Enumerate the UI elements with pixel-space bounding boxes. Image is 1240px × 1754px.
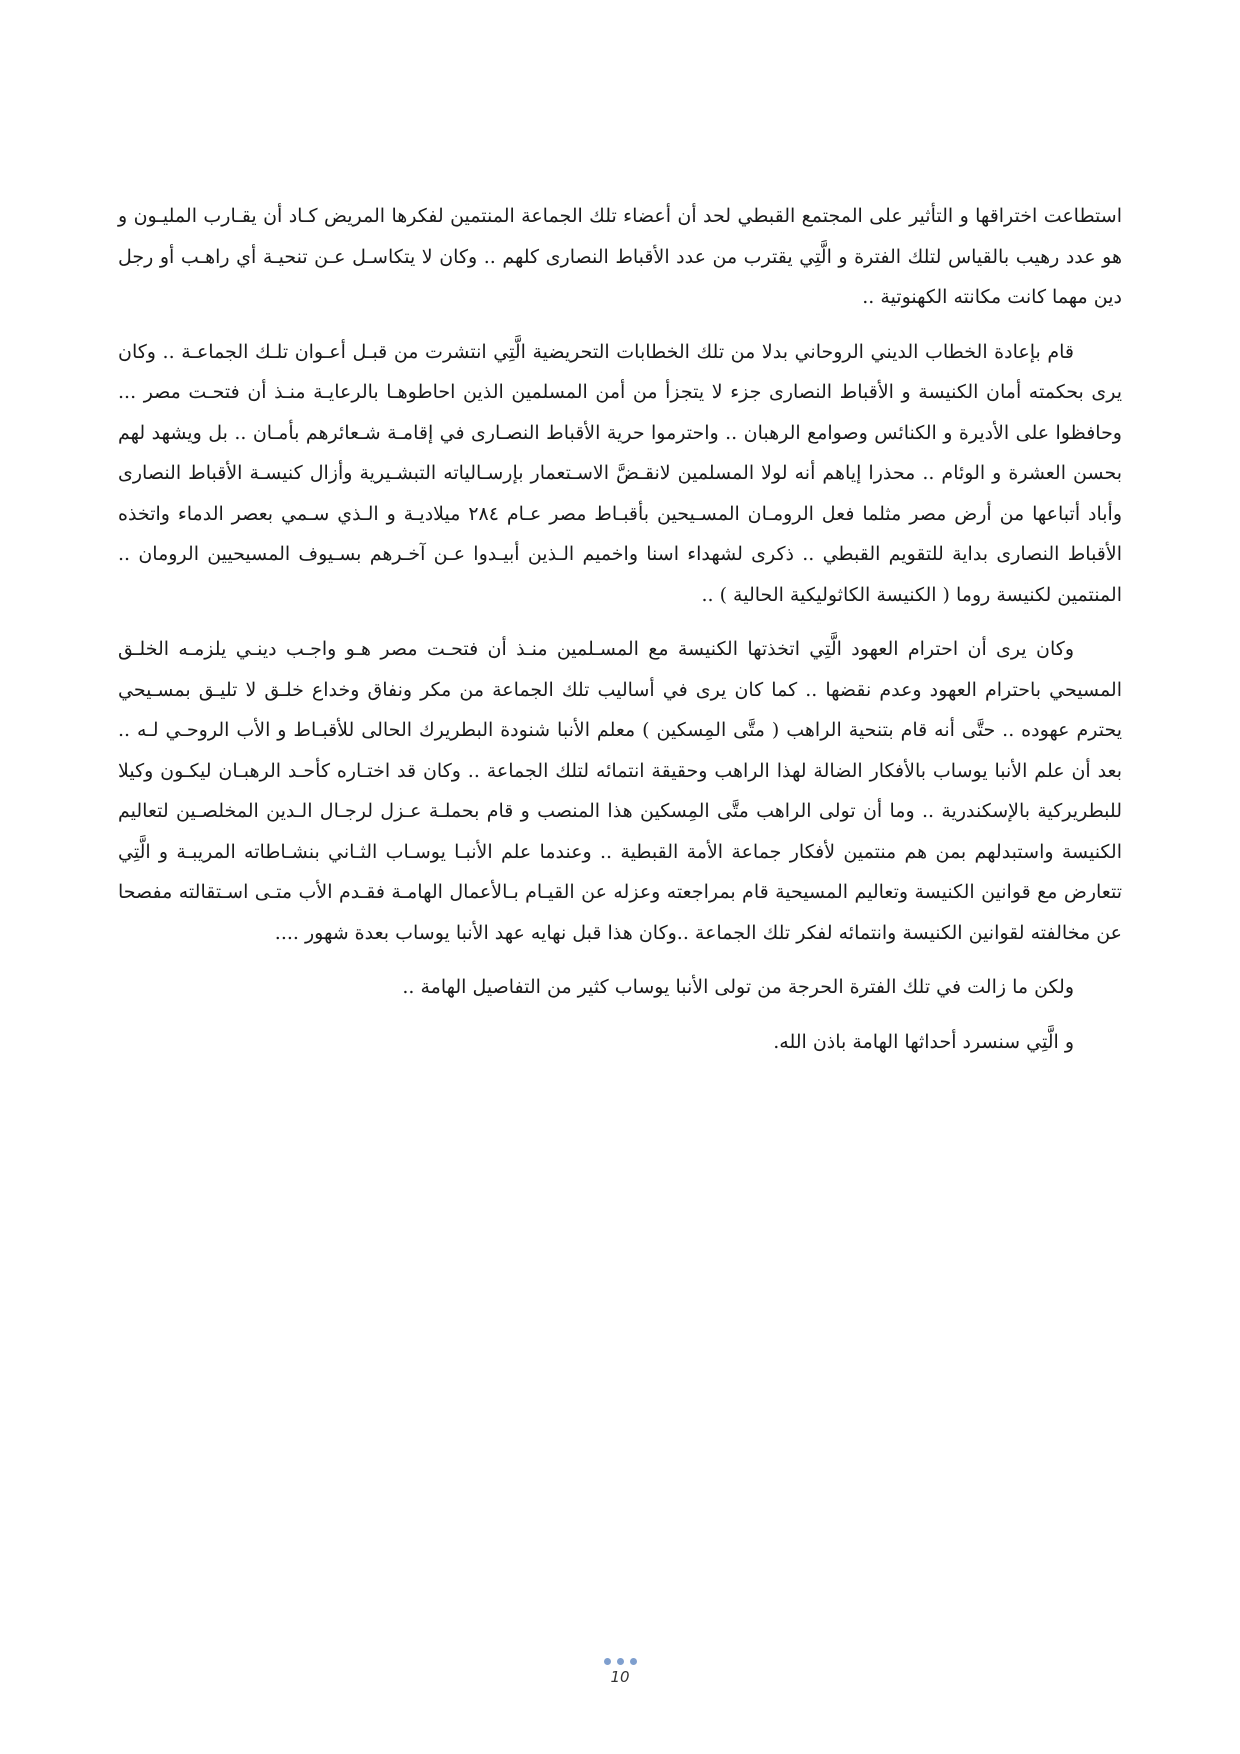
paragraph-2: قام بإعادة الخطاب الديني الروحاني بدلا من تلك الخطابات التحريضية الَّتِي انتشرت من قبـل أعـوان تلـك الجماعـة .. وكان يرى بحكمته أمان الكنيسة و الأقباط النصارى جزء لا يتجزأ من أمن المسلمين الذين احاطوهـا بالرعايـة منـذ أن فتحـت مصر ... وحافظوا على الأديرة و الكنائس وصوامع الرهبان .. واحترموا حرية الأقباط النصـارى في إقامـة شـعائرهم بأمـان .. بل ويشهد لهم بحسن العشرة و الوئام .. محذرا إياهم أنه لولا المسلمين لانقـضَّ الاسـتعمار بإرسـالياته التبشـيرية وأزال كنيسـة الأقباط النصارى وأباد أتباعها من أرض مصر مثلما فعل الرومـان المسـيحين بأقبـاط مصر عـام ٢٨٤ ميلاديـة و الـذي سـمي بعصر الدماء واتخذه الأقباط النصارى بداية للتقويم القبطي .. ذكرى لشهداء اسنا واخميم الـذين أبيـدوا عـن آخـرهم بسـيوف المسيحيين الرومان .. المنتمين لكنيسة روما ( الكنيسة الكاثوليكية الحالية ) .. [118,340,1122,606]
paragraph-4: ولكن ما زالت في تلك الفترة الحرجة من تولى الأنبا يوساب كثير من التفاصيل الهامة .. [402,976,1074,998]
footer-dots-ornament [0,1658,1240,1666]
dot-icon [617,1658,624,1665]
page-number: 10 [610,1668,630,1686]
dot-icon [630,1658,637,1665]
paragraph-1: استطاعت اختراقها و التأثير على المجتمع القبطي لحد أن أعضاء تلك الجماعة المنتمين لفكرها المريض كـاد أن يقـارب المليـون و هو عدد رهيب بالقياس لتلك الفترة و الَّتِي يقترب من عدد الأقباط النصارى كلهم .. وكان لا يتكاسـل عـن تنحيـة أي راهـب أو رجل دين مهما كانت مكانته الكهنوتية .. [118,205,1122,308]
paragraph-5: و الَّتِي سنسرد أحداثها الهامة باذن الله. [773,1030,1074,1053]
document-body [118,196,1122,1076]
dot-icon [604,1658,611,1665]
page-footer [0,1658,1240,1686]
paragraph-3: وكان يرى أن احترام العهود الَّتِي اتخذتها الكنيسة مع المسـلمين منـذ أن فتحـت مصر هـو واجـب دينـي يلزمـه الخلـق المسيحي باحترام العهود وعدم نقضها .. كما كان يرى في أساليب تلك الجماعة من مكر ونفاق وخداع خلـق لا تليـق بمسـيحي يحترم عهوده .. حتَّى أنه قام بتنحية الراهب ( متَّى المِسكين ) معلم الأنبا شنودة البطريرك الحالى للأقبـاط و الأب الروحـي لـه .. بعد أن علم الأنبا يوساب بالأفكار الضالة لهذا الراهب وحقيقة انتمائه لتلك الجماعة .. وكان قد اختـاره كأحـد الرهبـان ليكـون وكيلا للبطريركية بالإسكندرية .. وما أن تولى الراهب متَّى المِسكين هذا المنصب و قام بحملـة عـزل لرجـال الـدين المخلصـين لتعاليم الكنيسة واستبدلهم بمن هم منتمين لأفكار جماعة الأمة القبطية .. وعندما علم الأنبـا يوسـاب الثـاني بنشـاطاته المريبـة و الَّتِي تتعارض مع قوانين الكنيسة وتعاليم المسيحية قام بمراجعته وعزله عن القيـام بـالأعمال الهامـة فقـدم الأب متـى اسـتقالته مفصحا عن مخالفته لقوانين الكنيسة وانتمائه لفكر تلك الجماعة ..وكان هذا قبل نهايه عهد الأنبا يوساب بعدة شهور .... [118,638,1122,944]
